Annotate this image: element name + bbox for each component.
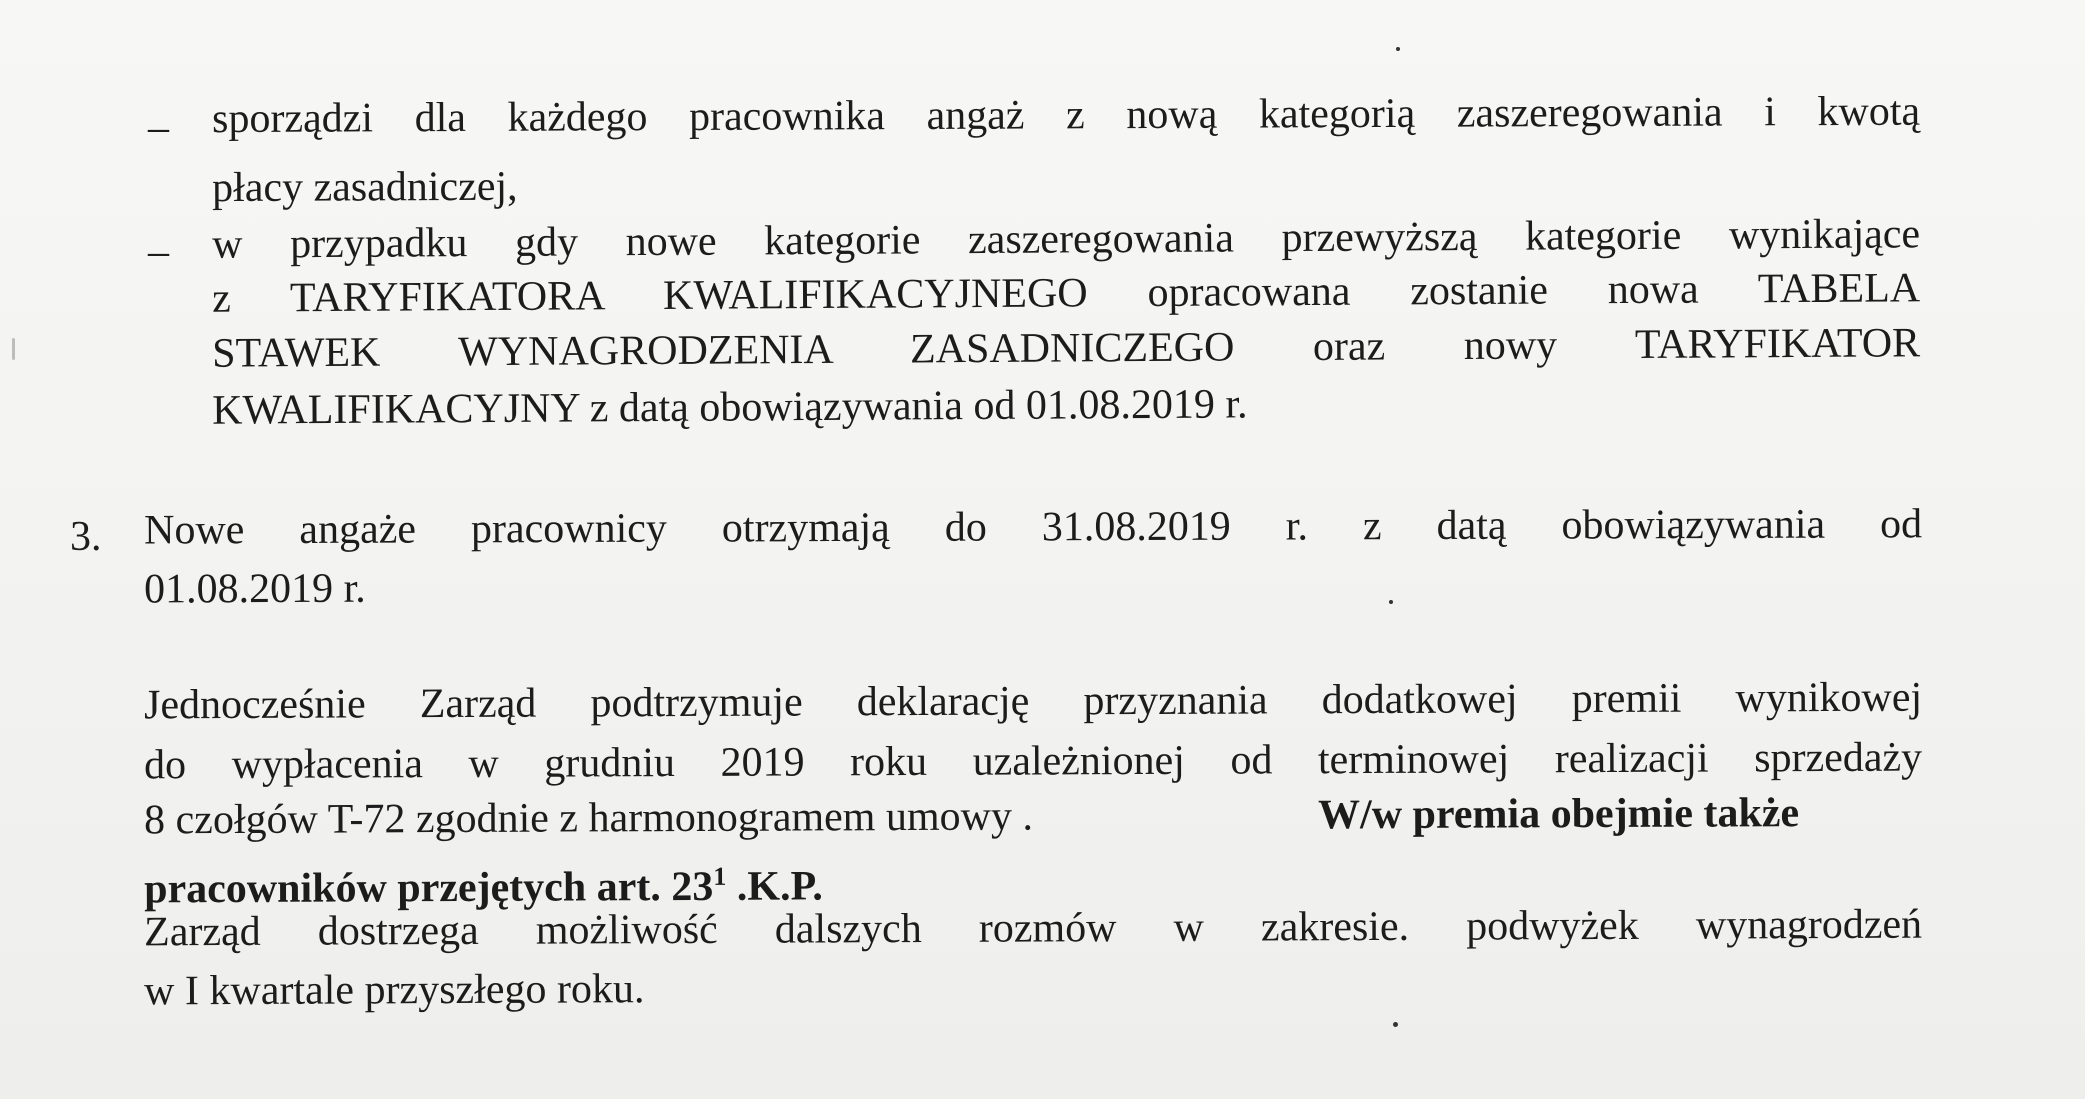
point-3-line-1: Nowe angaże pracownicy otrzymają do 31.08.2019 r. z datą obowiązywania od	[144, 501, 1923, 554]
article-superscript: 1	[713, 861, 727, 891]
paragraph-1-line-4	[0, 845, 2085, 913]
bold-article-reference: pracowników przejętych art. 23	[144, 863, 714, 913]
paragraph-1-line-2: do wypłacenia w grudniu 2019 roku uzależnionej od terminowej realizacji sprzedaży	[144, 734, 1923, 789]
scan-speck	[1389, 600, 1393, 604]
paragraph-1-line-3: 8 czołgów T-72 zgodnie z harmonogramem umowy . W/w premia obejmie także	[0, 786, 2085, 795]
list-item-2-line-2: z TARYFIKATORA KWALIFIKACYJNEGO opracowana zostanie nowa TABELA	[212, 265, 1921, 322]
list-item-2-line-1: w przypadku gdy nowe kategorie zaszeregowania przewyższą kategorie wynikające	[212, 211, 1921, 268]
scan-speck	[1396, 47, 1400, 51]
list-item-1-line-2: płacy zasadniczej,	[212, 163, 518, 212]
point-3-line-2: 01.08.2019 r.	[144, 565, 366, 613]
scan-speck	[1393, 1022, 1398, 1027]
paragraph-2-line-2: w I kwartale przyszłego roku.	[144, 966, 645, 1015]
point-number: 3.	[70, 514, 102, 560]
list-item-1-line-1: sporządzi dla każdego pracownika angaż z nową kategorią zaszeregowania i kwotą	[212, 88, 1921, 143]
list-item-2-line-4: KWALIFIKACYJNY z datą obowiązywania od 01.08.2019 r.	[212, 381, 1248, 434]
bold-premium-note: W/w premia obejmie także	[1318, 790, 1800, 839]
list-marker: –	[148, 105, 169, 151]
list-marker: –	[148, 229, 169, 275]
paragraph-1-line-1: Jednocześnie Zarząd podtrzymuje deklarację przyznania dodatkowej premii wynikowej	[144, 674, 1923, 729]
list-item-2-line-3: STAWEK WYNAGRODZENIA ZASADNICZEGO oraz nowy TARYFIKATOR	[212, 320, 1921, 377]
bold-kp-reference: .K.P.	[726, 863, 823, 910]
scan-edge-mark	[12, 338, 15, 360]
paragraph-2-line-1: Zarząd dostrzega możliwość dalszych rozmów w zakresie. podwyżek wynagrodzeń	[144, 901, 1923, 956]
